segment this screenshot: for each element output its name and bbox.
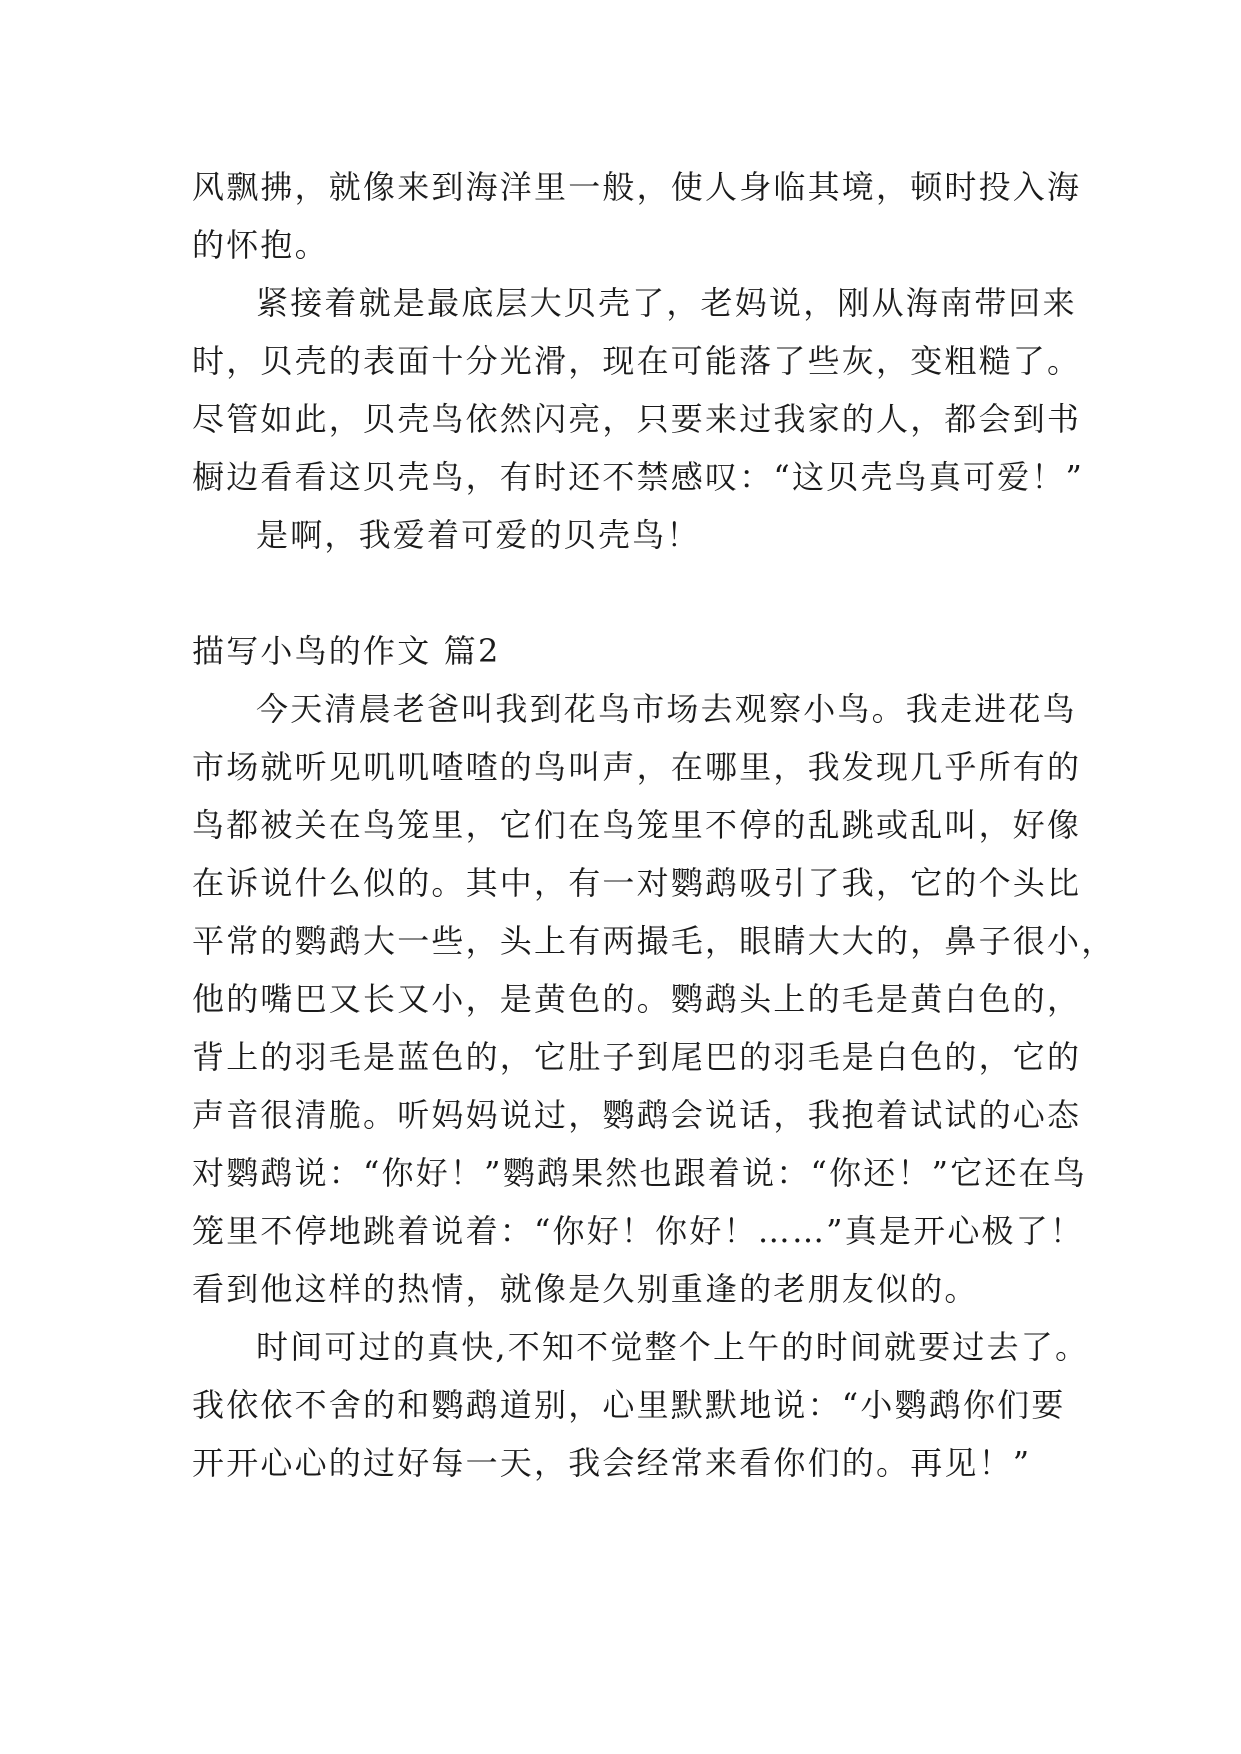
text-line: 时，贝壳的表面十分光滑，现在可能落了些灰，变粗糙了。 — [192, 342, 1082, 380]
text-line: 笼里不停地跳着说着：“你好！你好！……”真是开心极了！ — [192, 1212, 1085, 1250]
text-line: 开开心心的过好每一天，我会经常来看你们的。再见！” — [192, 1444, 1032, 1482]
section-gap — [192, 564, 1062, 622]
text-line: 在诉说什么似的。其中，有一对鹦鹉吸引了我，它的个头比 — [192, 864, 1082, 902]
text-line: 我依依不舍的和鹦鹉道别，心里默默地说：“小鹦鹉你们要 — [192, 1386, 1066, 1424]
text-line: 背上的羽毛是蓝色的，它肚子到尾巴的羽毛是白色的，它的 — [192, 1038, 1082, 1076]
text-line: 他的嘴巴又长又小，是黄色的。鹦鹉头上的毛是黄白色的， — [192, 980, 1082, 1018]
text-line: 对鹦鹉说：“你好！”鹦鹉果然也跟着说：“你还！”它还在鸟 — [192, 1154, 1088, 1192]
text-line: 橱边看看这贝壳鸟，有时还不禁感叹：“这贝壳鸟真可爱！” — [192, 458, 1085, 496]
text-line: 鸟都被关在鸟笼里，它们在鸟笼里不停的乱跳或乱叫，好像 — [192, 806, 1082, 844]
text-line: 风飘拂，就像来到海洋里一般，使人身临其境，顿时投入海 — [192, 168, 1082, 206]
text-line: 市场就听见叽叽喳喳的鸟叫声，在哪里，我发现几乎所有的 — [192, 748, 1082, 786]
text-line: 看到他这样的热情，就像是久别重逢的老朋友似的。 — [192, 1270, 979, 1308]
text-line: 尽管如此，贝壳鸟依然闪亮，只要来过我家的人，都会到书 — [192, 400, 1082, 438]
paragraph-first-line: 时间可过的真快,不知不觉整个上午的时间就要过去了。 — [256, 1328, 1090, 1366]
paragraph-first-line: 今天清晨老爸叫我到花鸟市场去观察小鸟。我走进花鸟 — [256, 690, 1077, 728]
text-line: 平常的鹦鹉大一些，头上有两撮毛，眼睛大大的，鼻子很小， — [192, 922, 1116, 960]
text-line: 的怀抱。 — [192, 226, 329, 264]
document-body — [192, 158, 1116, 1492]
text-line: 声音很清脆。听妈妈说过，鹦鹉会说话，我抱着试试的心态 — [192, 1096, 1082, 1134]
paragraph-first-line: 紧接着就是最底层大贝壳了，老妈说，刚从海南带回来 — [256, 284, 1077, 322]
section-title: 描写小鸟的作文 篇2 — [192, 632, 501, 670]
paragraph-first-line: 是啊，我爱着可爱的贝壳鸟！ — [256, 516, 701, 554]
